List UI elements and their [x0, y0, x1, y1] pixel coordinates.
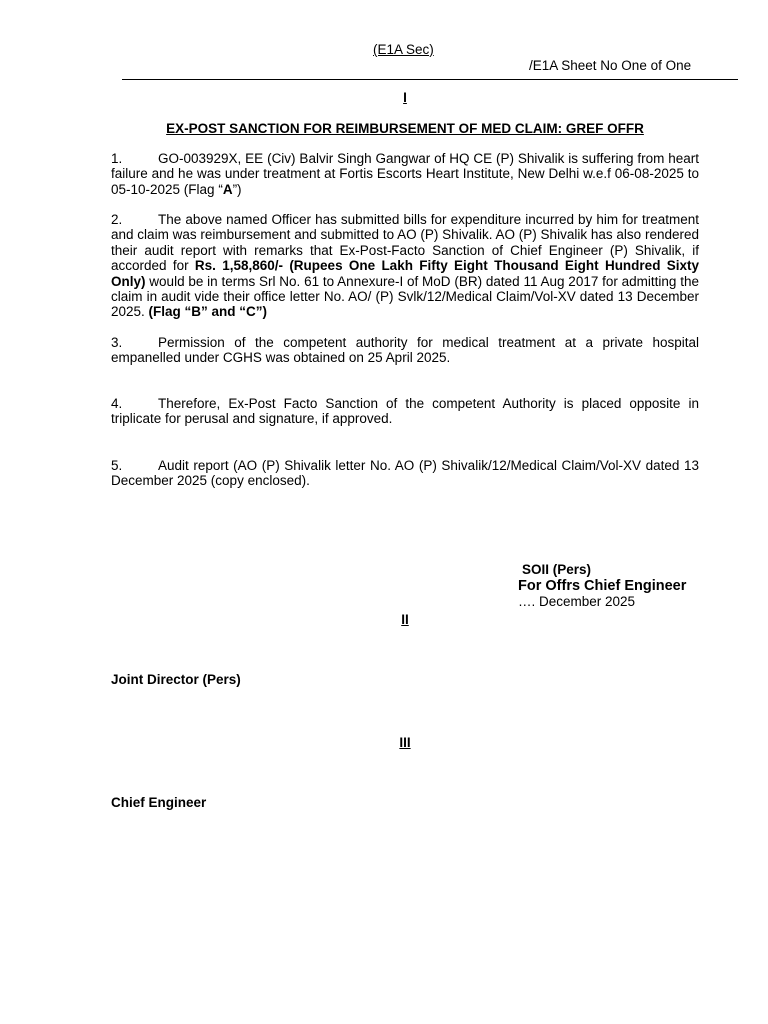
document-title: EX-POST SANCTION FOR REIMBURSEMENT OF MED CLAIM: GREF OFFR [166, 121, 644, 136]
paragraph-5-number: 5. [111, 458, 123, 473]
paragraph-3 [111, 335, 699, 366]
paragraph-1-flag: A [222, 181, 233, 197]
section-marker-1: I [403, 90, 407, 105]
section-reference: (E1A Sec) [373, 42, 434, 57]
header-divider [122, 79, 738, 80]
paragraph-2-text-b: would be in terms Srl No. 61 to Annexure-I of MoD (BR) dated 11 Aug 2017 for admitting the claim in audit vide their office letter No. AO/ (P) Svlk/12/Medical Claim/Vol-XV dated 13 December 2025. [111, 273, 699, 320]
paragraph-1-text-b: ”) [232, 181, 242, 197]
paragraph-3-text: Permission of the competent authority for medical treatment at a private hospital empanelled under CGHS was obtained on 25 April 2025. [111, 335, 699, 366]
paragraph-4 [111, 396, 699, 427]
paragraph-2-text-a: The above named Officer has submitted bills for expenditure incurred by him for treatment and claim was reimbursement and submitted to AO (P) Shivalik. AO (P) Shivalik has also rendered their audit report with remarks that Ex-Post-Facto Sanction of Chief Engineer (P) Shivalik, if accorded for [111, 212, 699, 274]
paragraph-1-number: 1. [111, 151, 123, 166]
paragraph-4-number: 4. [111, 396, 123, 411]
sheet-number: /E1A Sheet No One of One [529, 58, 692, 73]
paragraph-5-text: Audit report (AO (P) Shivalik letter No. AO (P) Shivalik/12/Medical Claim/Vol-XV dated 13 December 2025 (copy enclosed). [111, 458, 699, 489]
signatory-appointment: SOII (Pers) [522, 562, 592, 577]
paragraph-1-text-a: GO-003929X, EE (Civ) Balvir Singh Gangwar of HQ CE (P) Shivalik is suffering from heart failure and he was under treatment at Fortis Escorts Heart Institute, New Delhi w.e.f 06-08-2025 to 05-10-2025 (Flag “ [111, 151, 699, 197]
paragraph-2-number: 2. [111, 212, 123, 227]
paragraph-1 [111, 151, 699, 197]
addressee-chief-engineer: Chief Engineer [111, 795, 207, 810]
paragraph-3-number: 3. [111, 335, 123, 350]
signatory-for-line: For Offrs Chief Engineer [518, 578, 687, 594]
paragraph-5 [111, 458, 699, 489]
section-marker-2: II [401, 612, 409, 627]
addressee-joint-director: Joint Director (Pers) [111, 672, 241, 687]
section-marker-3: III [399, 735, 411, 750]
paragraph-2-amount: Rs. 1,58,860/- (Rupees One Lakh Fifty Eight Thousand Eight Hundred Sixty Only) [111, 258, 700, 289]
signature-date: …. December 2025 [518, 594, 636, 609]
paragraph-2-flags: (Flag “B” and “C”) [148, 304, 268, 320]
paragraph-2 [111, 212, 699, 320]
paragraph-4-text: Therefore, Ex-Post Facto Sanction of the competent Authority is placed opposite in triplicate for perusal and signature, if approved. [111, 396, 699, 427]
